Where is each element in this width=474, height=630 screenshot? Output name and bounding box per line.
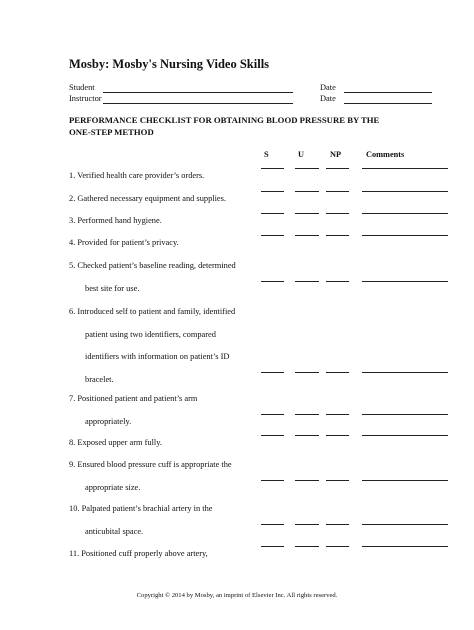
instructor-label: Instructor	[69, 94, 102, 103]
blank-u-field[interactable]	[295, 480, 319, 481]
checklist-heading	[69, 114, 429, 138]
checklist-item-text: 4. Provided for patient’s privacy.	[69, 238, 179, 247]
checklist-heading-line2: ONE-STEP METHOD	[69, 127, 154, 137]
column-header-s: S	[264, 150, 269, 159]
checklist-item-continuation: appropriately.	[85, 416, 132, 426]
blank-u-field[interactable]	[295, 414, 319, 415]
checklist-item-continuation: appropriate size.	[85, 482, 141, 492]
blank-np-field[interactable]	[326, 168, 349, 169]
blank-comments-field[interactable]	[362, 168, 448, 169]
checklist-item-text: 5. Checked patient’s baseline reading, determined	[69, 261, 236, 270]
checklist-item-text: 1. Verified health care provider’s orders.	[69, 171, 205, 180]
instructor-field[interactable]	[103, 103, 293, 104]
date-field-2[interactable]	[344, 103, 432, 104]
checklist-item-text: 2. Gathered necessary equipment and supplies.	[69, 194, 226, 203]
blank-comments-field[interactable]	[362, 414, 448, 415]
column-header-comments: Comments	[366, 150, 405, 159]
checklist-item-text: 7. Positioned patient and patient’s arm	[69, 394, 198, 403]
blank-u-field[interactable]	[295, 168, 319, 169]
checklist-item-text: 10. Palpated patient’s brachial artery in the	[69, 504, 213, 513]
date-label: Date	[320, 83, 336, 92]
blank-comments-field[interactable]	[362, 372, 448, 373]
checklist-item-text: 6. Introduced self to patient and family, identified	[69, 307, 236, 316]
blank-np-field[interactable]	[326, 524, 349, 525]
blank-comments-field[interactable]	[362, 213, 448, 214]
blank-u-field[interactable]	[295, 213, 319, 214]
date-field[interactable]	[344, 92, 432, 93]
blank-np-field[interactable]	[326, 191, 349, 192]
student-field[interactable]	[103, 92, 293, 93]
column-header-np: NP	[330, 150, 342, 159]
blank-s-field[interactable]	[261, 191, 284, 192]
copyright-footer: Copyright © 2014 by Mosby, an imprint of Elsevier Inc. All rights reserved.	[136, 592, 338, 599]
blank-s-field[interactable]	[261, 435, 284, 436]
checklist-item-continuation: patient using two identifiers, compared	[85, 329, 216, 339]
checklist-item-continuation: bracelet.	[85, 374, 114, 384]
blank-s-field[interactable]	[261, 213, 284, 214]
date-label-2: Date	[320, 94, 336, 103]
checklist-heading-line1: PERFORMANCE CHECKLIST FOR OBTAINING BLOOD PRESSURE BY THE	[69, 115, 380, 125]
checklist-item-continuation: anticubital space.	[85, 526, 144, 536]
checklist-item-continuation: best site for use.	[85, 283, 140, 293]
blank-comments-field[interactable]	[362, 480, 448, 481]
checklist-item-continuation: identifiers with information on patient’s ID	[85, 352, 230, 362]
blank-comments-field[interactable]	[362, 281, 448, 282]
blank-u-field[interactable]	[295, 372, 319, 373]
blank-u-field[interactable]	[295, 524, 319, 525]
checklist-item-text: 3. Performed hand hygiene.	[69, 216, 162, 225]
blank-comments-field[interactable]	[362, 435, 448, 436]
blank-s-field[interactable]	[261, 546, 284, 547]
blank-np-field[interactable]	[326, 546, 349, 547]
checklist-item-text: 11. Positioned cuff properly above artery,	[69, 549, 208, 558]
blank-s-field[interactable]	[261, 524, 284, 525]
blank-s-field[interactable]	[261, 480, 284, 481]
blank-s-field[interactable]	[261, 168, 284, 169]
blank-np-field[interactable]	[326, 235, 349, 236]
blank-s-field[interactable]	[261, 235, 284, 236]
blank-np-field[interactable]	[326, 281, 349, 282]
blank-u-field[interactable]	[295, 546, 319, 547]
blank-comments-field[interactable]	[362, 524, 448, 525]
blank-comments-field[interactable]	[362, 546, 448, 547]
blank-np-field[interactable]	[326, 480, 349, 481]
blank-u-field[interactable]	[295, 435, 319, 436]
blank-s-field[interactable]	[261, 372, 284, 373]
blank-u-field[interactable]	[295, 191, 319, 192]
blank-np-field[interactable]	[326, 435, 349, 436]
blank-comments-field[interactable]	[362, 191, 448, 192]
blank-np-field[interactable]	[326, 414, 349, 415]
blank-s-field[interactable]	[261, 414, 284, 415]
column-header-u: U	[298, 150, 304, 159]
checklist-item-text: 9. Ensured blood pressure cuff is appropriate the	[69, 460, 232, 469]
blank-u-field[interactable]	[295, 281, 319, 282]
blank-np-field[interactable]	[326, 213, 349, 214]
blank-np-field[interactable]	[326, 372, 349, 373]
blank-s-field[interactable]	[261, 281, 284, 282]
page-title: Mosby: Mosby's Nursing Video Skills	[69, 57, 270, 71]
checklist-item-text: 8. Exposed upper arm fully.	[69, 438, 162, 447]
blank-u-field[interactable]	[295, 235, 319, 236]
student-label: Student	[69, 83, 95, 92]
blank-comments-field[interactable]	[362, 235, 448, 236]
